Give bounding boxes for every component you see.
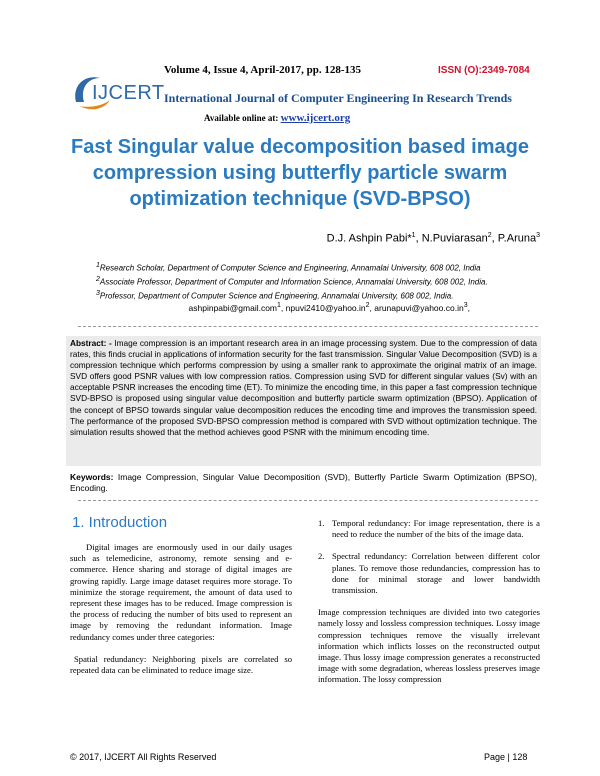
section-heading: 1. Introduction: [72, 514, 168, 531]
affiliation-1: $^1$Research Scholar, Department of Computer Science and Engineering, Annamalai University, 608 002, India: [96, 262, 481, 273]
list-item: 2. Spectral redundancy: Correlation between different color planes. To remove those redundancies, compression has to done for minimal storage and lower bandwidth transmission.: [318, 551, 540, 596]
journal-name: International Journal of Computer Engineering In Research Trends: [164, 91, 512, 105]
journal-logo: [70, 72, 166, 116]
authors: D.J. Ashpin Pabi*$^1$, N.Puviarasan$^2$, P.Aruna$^3$: [326, 232, 540, 245]
divider: [78, 500, 538, 501]
footer-copyright: © 2017, IJCERT All Rights Reserved: [70, 752, 217, 762]
footer-page-number: Page | 128: [484, 752, 528, 762]
author-2: , N.Puviarasan: [415, 232, 488, 245]
paper-title: Fast Singular value decomposition based image compression using butterfly particle swarm optimization technique (SVD-BPSO): [71, 136, 529, 210]
abstract-text: Image compression is an important research area in an image processing system. Due to the compression of data rates, this finds crucial in applications of information security for the fast transmission. Singular Value Decomposition (SVD) is a compression technique which performs compression by using a smaller rank to approximate the original matrix of an image. SVD offers good PSNR values with low compression ratios. Compression using SVD for different singular values (Sv) with an acceptable PSNR increases the encoding time (ET). To minimize the encoding time, in this paper a fast compression technique SVD-BPSO is proposed using singular value decomposition and butterfly particle swarm optimization (BPSO). Application of the concept of BPSO towards singular value decomposition reduces the encoding time and improves the transmission speed. The performance of the proposed SVD-BPSO compression method is compared with SVD without optimization technique. The simulation results showed that the method achieves good PSNR with the minimum encoding time.: [70, 338, 537, 437]
keywords: [66, 470, 541, 496]
affiliation-3: $^3$Professor, Department of Computer Science and Engineering, Annamalai University, 608 002, India.: [96, 290, 454, 301]
keywords-text: Image Compression, Singular Value Decomposition (SVD), Butterfly Particle Swarm Optimization (BPSO), Encoding.: [70, 472, 537, 493]
author-1: D.J. Ashpin Pabi*: [326, 232, 412, 245]
keywords-label: Keywords:: [70, 472, 114, 482]
issn: ISSN (O):2349-7084: [438, 65, 530, 76]
paragraph: Digital images are enormously used in our daily usages such as telemedicine, astronomy, remote sensing and e-commerce. Hence sharing and storage of digital images are growing rapidly. Large image dataset requires more storage. To minimize the storage requirement, the amount of data used to represent these images has to be reduced. Image compression is the process of reducing the number of bits used to represent an image by removing the redundant information. Image redundancy comes under three categories:: [70, 542, 292, 642]
paragraph: Spatial redundancy: Neighboring pixels are correlated so repeated data can be eliminated to reduce image size.: [70, 653, 292, 676]
abstract-box: [66, 336, 541, 466]
affiliation-2: $^2$Associate Professor, Department of Computer and Information Science, Annamalai University, 608 002, India.: [96, 276, 488, 287]
volume-info: Volume 4, Issue 4, April-2017, pp. 128-135: [164, 64, 362, 76]
divider: [78, 326, 538, 327]
list-item: 1. Temporal redundancy: For image representation, there is a need to reduce the number of the bits of the image data.: [318, 518, 540, 540]
author-emails: ashpinpabi@gmail.com$^1$, $npuvi2410@yahoo.in^2$, $arunapuvi@yahoo.co.in^3$,: [188, 302, 470, 313]
right-column: [318, 518, 540, 686]
available-online: [204, 112, 350, 124]
paragraph: Image compression techniques are divided into two categories namely lossy and lossless compression techniques. Lossy image compression techniques remove the visually irrelevant information which inflicts losses on the reconstructed output image. Thus lossy image compression generates a reconstructed image with some degradation, whereas lossless preserves image information. The lossy compression: [318, 607, 540, 685]
logo-text: IJCERT: [92, 82, 165, 104]
left-column: [70, 542, 292, 676]
available-label: Available online at:: [204, 113, 279, 123]
author-3: , P.Aruna: [491, 232, 537, 245]
abstract-label: Abstract: -: [70, 338, 112, 348]
journal-url-link[interactable]: www.ijcert.org: [280, 112, 351, 124]
